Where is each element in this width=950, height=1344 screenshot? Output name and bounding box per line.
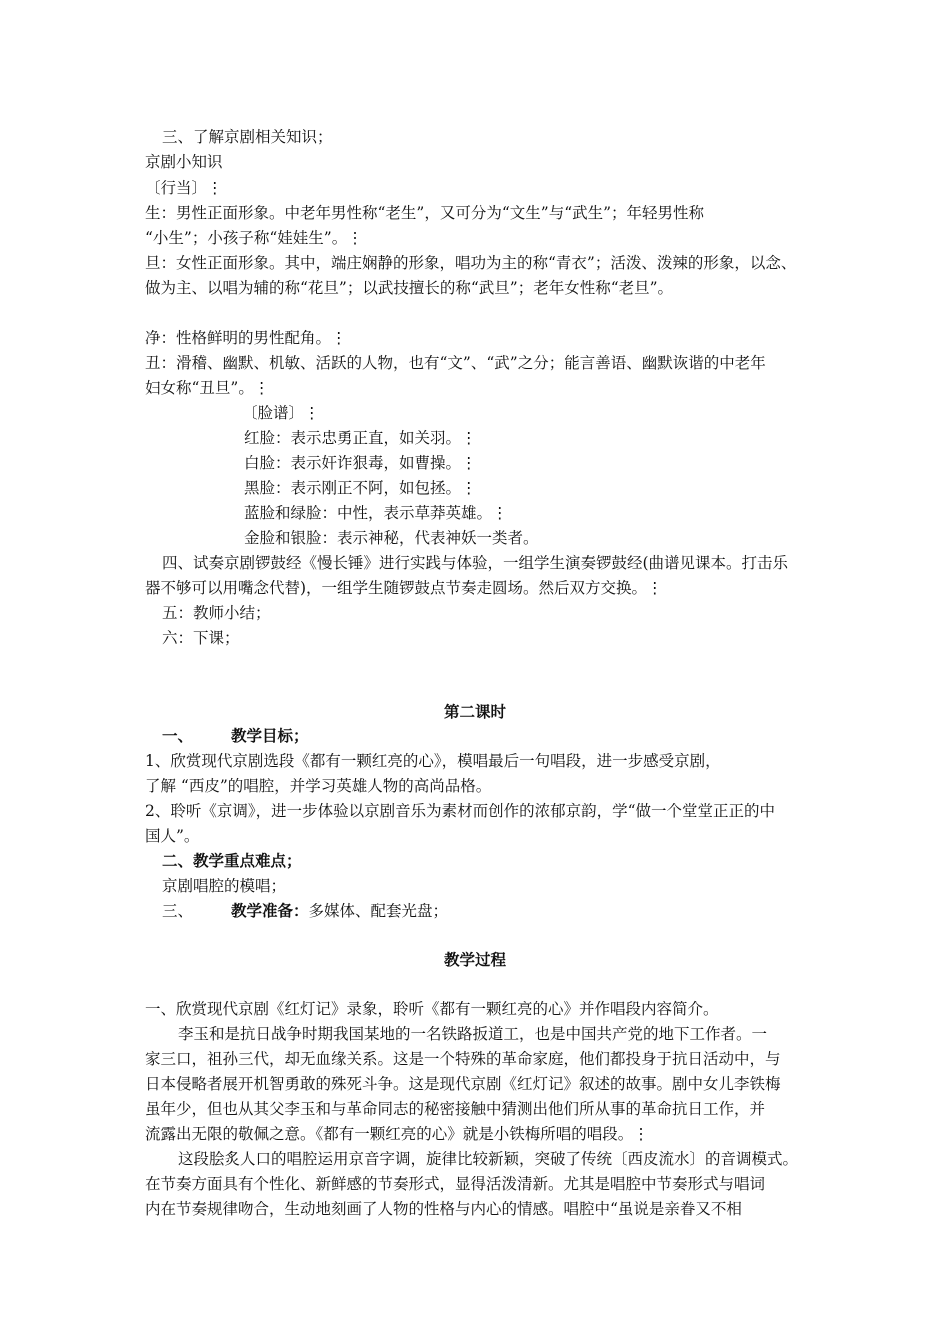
paragraph-line: 内在节奏规律吻合，生动地刻画了人物的性格与内心的情感。唱腔中“虽说是亲眷又不相 (145, 1200, 742, 1218)
mask-item: 白脸：表示奸诈狠毒，如曹操。⋮ (244, 454, 477, 472)
roles-label: 〔行当〕⋮ (145, 179, 223, 197)
preparation-line (162, 901, 448, 921)
paragraph-line: 器不够可以用嘴念代替)，一组学生随锣鼓点节奏走圆场。然后双方交换。⋮ (145, 579, 663, 597)
paragraph-line: 做为主、以唱为辅的称“花旦”；以武技擅长的称“武旦”；老年女性称“老旦”。 (145, 279, 674, 297)
section-heading: 三、了解京剧相关知识； (162, 128, 333, 146)
paragraph-line: 净：性格鲜明的男性配角。⋮ (145, 329, 347, 347)
paragraph-line: 一、欣赏现代京剧《红灯记》录象，聆听《都有一颗红亮的心》并作唱段内容简介。 (145, 1000, 719, 1018)
masks-label: 〔脸谱〕⋮ (242, 404, 320, 422)
paragraph-line: 2、聆听《京调》，进一步体验以京剧音乐为素材而创作的浓郁京韵，学“做一个堂堂正正的中 (145, 802, 776, 820)
paragraph-line: 在节奏方面具有个性化、新鲜感的节奏形式，显得活泼清新。尤其是唱腔中节奏形式与唱词 (145, 1175, 766, 1193)
key-points-content: 京剧唱腔的模唱； (162, 877, 287, 895)
subtitle: 京剧小知识 (145, 153, 223, 171)
mask-item: 蓝脸和绿脸：中性，表示草莽英雄。⋮ (244, 504, 508, 522)
paragraph-line: 李玉和是抗日战争时期我国某地的一名铁路扳道工，也是中国共产党的地下工作者。一 (178, 1025, 768, 1043)
paragraph-line: 国人”。 (145, 827, 200, 845)
step-line: 六：下课； (162, 629, 240, 647)
objectives-heading (162, 726, 309, 746)
key-points-heading: 二、教学重点难点； (162, 851, 302, 870)
paragraph-line: 旦：女性正面形象。其中，端庄娴静的形象，唱功为主的称“青衣”；活泼、泼辣的形象，以念、 (145, 254, 797, 272)
lesson-title: 第二课时 (443, 702, 506, 721)
paragraph-line: 妇女称“丑旦”。⋮ (145, 379, 270, 397)
objectives-number: 一、 (162, 726, 194, 745)
paragraph-line: 1、欣赏现代京剧选段《都有一颗红亮的心》，模唱最后一句唱段，进一步感受京剧， (145, 752, 721, 770)
preparation-label: 教学准备： (231, 901, 309, 920)
objectives-label: 教学目标； (231, 726, 309, 745)
paragraph-line: “小生”；小孩子称“娃娃生”。⋮ (145, 229, 363, 247)
preparation-number: 三、 (162, 902, 194, 920)
paragraph-line: 了解 “西皮”的唱腔，并学习英雄人物的高尚品格。 (145, 777, 492, 795)
paragraph-line: 丑：滑稽、幽默、机敏、活跃的人物，也有“文”、“武”之分；能言善语、幽默诙谐的中老年 (145, 354, 766, 372)
mask-item: 金脸和银脸：表示神秘，代表神妖一类者。 (244, 529, 539, 547)
mask-item: 红脸：表示忠勇正直，如关羽。⋮ (244, 429, 477, 447)
paragraph-line: 这段脍炙人口的唱腔运用京音字调，旋律比较新颖，突破了传统〔西皮流水〕的音调模式。 (178, 1150, 799, 1168)
paragraph-line: 家三口，祖孙三代，却无血缘关系。这是一个特殊的革命家庭，他们都投身于抗日活动中，与 (145, 1050, 781, 1068)
paragraph-line: 生：男性正面形象。中老年男性称“老生”，又可分为“文生”与“武生”；年轻男性称 (145, 204, 705, 222)
preparation-content: 多媒体、配套光盘； (308, 902, 449, 920)
paragraph-line: 日本侵略者展开机智勇敢的殊死斗争。这是现代京剧《红灯记》叙述的故事。剧中女儿李铁梅 (145, 1075, 781, 1093)
paragraph-line: 流露出无限的敬佩之意。《都有一颗红亮的心》就是小铁梅所唱的唱段。⋮ (145, 1125, 649, 1143)
mask-item: 黑脸：表示刚正不阿，如包拯。⋮ (244, 479, 477, 497)
paragraph-line: 四、试奏京剧锣鼓经《慢长锤》进行实践与体验，一组学生演奏锣鼓经(曲谱见课本。打击乐 (162, 554, 789, 572)
step-line: 五：教师小结； (162, 604, 271, 622)
process-title: 教学过程 (443, 950, 506, 969)
paragraph-line: 虽年少，但也从其父李玉和与革命同志的秘密接触中猜测出他们所从事的革命抗日工作，并 (145, 1100, 766, 1118)
